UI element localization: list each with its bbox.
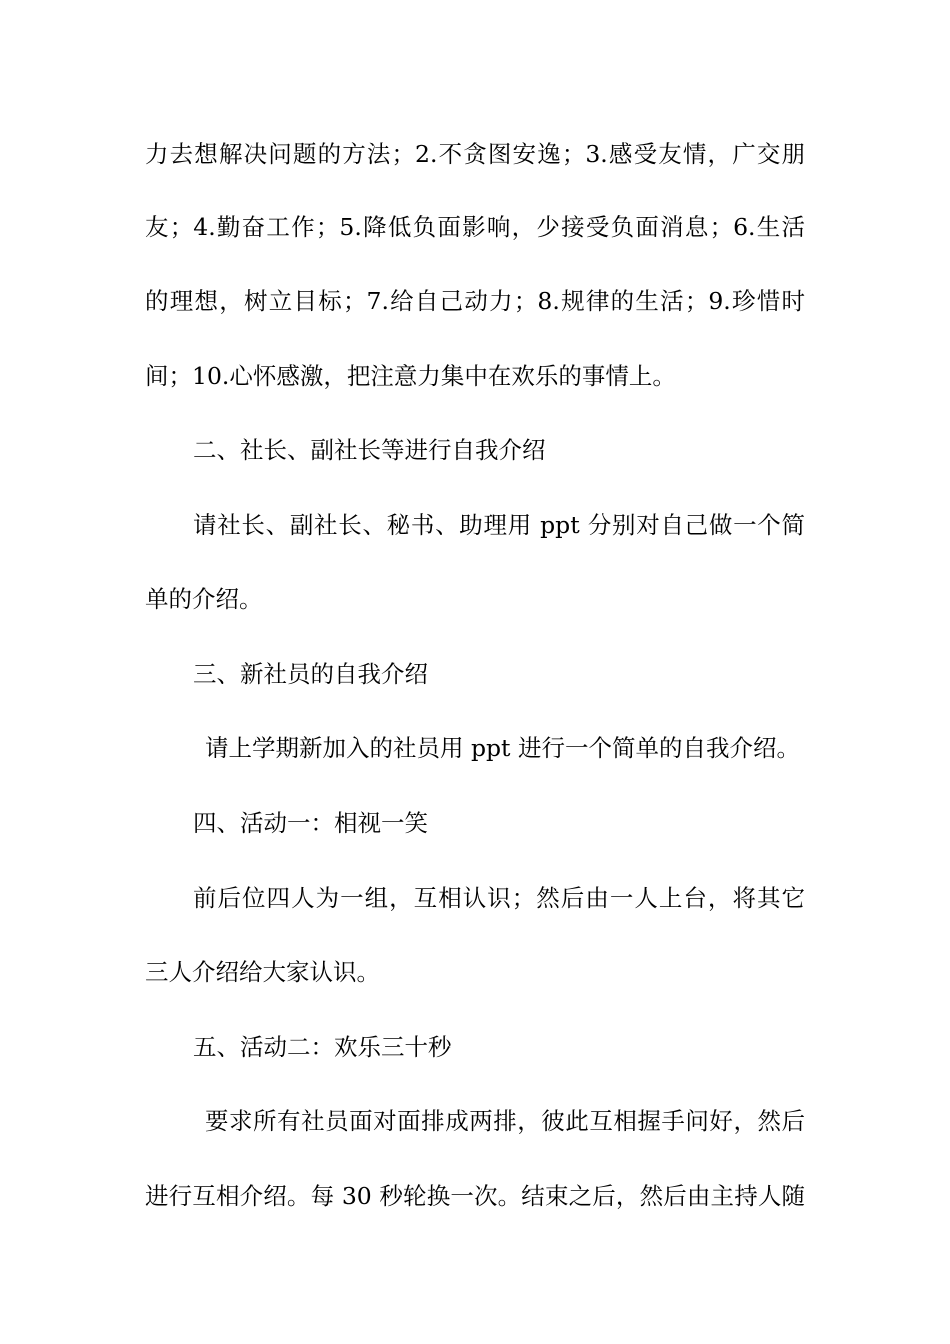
section-heading-3: 三、新社员的自我介绍 xyxy=(193,660,428,688)
text-line-4: 间；10.心怀感激，把注意力集中在欢乐的事情上。 xyxy=(145,362,676,390)
text-line-7: 单的介绍。 xyxy=(145,585,263,613)
text-line-9: 请上学期新加入的社员用 ppt 进行一个简单的自我介绍。 xyxy=(205,734,800,762)
text-line-1: 力去想解决问题的方法；2.不贪图安逸；3.感受友情，广交朋 xyxy=(145,140,805,168)
section-heading-2: 二、社长、副社长等进行自我介绍 xyxy=(193,436,546,464)
section-heading-5: 五、活动二：欢乐三十秒 xyxy=(193,1033,452,1061)
section-heading-4: 四、活动一：相视一笑 xyxy=(193,809,428,837)
text-line-3: 的理想，树立目标；7.给自己动力；8.规律的生活；9.珍惜时 xyxy=(145,287,805,315)
text-line-2: 友；4.勤奋工作；5.降低负面影响，少接受负面消息；6.生活 xyxy=(145,213,805,241)
text-line-11: 前后位四人为一组，互相认识；然后由一人上台，将其它 xyxy=(193,884,805,912)
text-line-14: 要求所有社员面对面排成两排，彼此互相握手问好，然后 xyxy=(205,1107,805,1135)
text-line-15: 进行互相介绍。每 30 秒轮换一次。结束之后，然后由主持人随 xyxy=(145,1182,805,1210)
text-line-12: 三人介绍给大家认识。 xyxy=(145,958,380,986)
text-line-6: 请社长、副社长、秘书、助理用 ppt 分别对自己做一个简 xyxy=(193,511,805,539)
